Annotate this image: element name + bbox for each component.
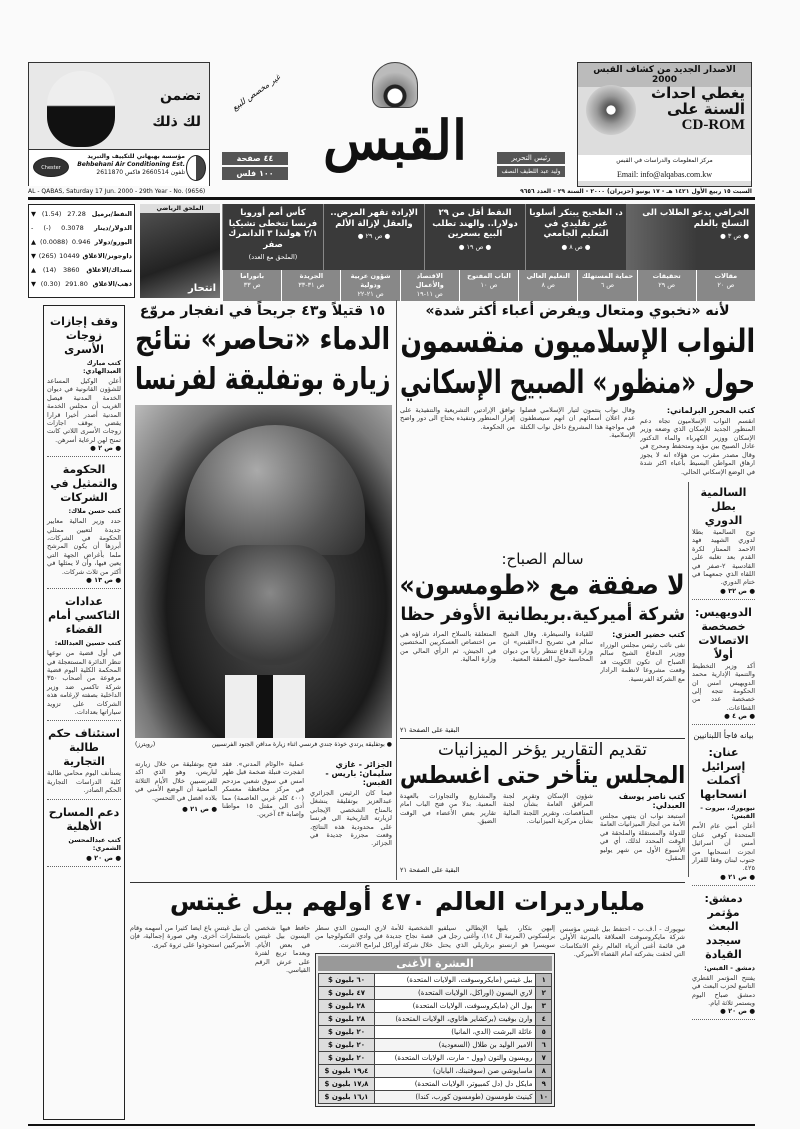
worth-cell: ٢٨ بليون $ [319,1000,375,1013]
algeria-page-ref: ● ص ٢١ ● [182,805,217,814]
table-row [319,1052,552,1065]
ticker-direction-icon: ▼ [31,252,37,260]
rank-cell: ٦ [536,1039,552,1052]
company-emblem-icon [186,155,206,181]
ticker-label: نسداك/الاغلاق [86,266,132,274]
brief-text: توج السالمية بطلا لدوري الشهيد فهد الاحمد الممتاز لكرة القدم بعد تغلبه على القادسية ٢-صفر في اللقاء الذي جمعهما في ختام الدوري. [692,528,755,587]
rank-cell: ٥ [536,1026,552,1039]
brief-page-ref: ● ص ٢ ● [90,444,121,453]
budget-headline-2: المجلس يتأخر حتى اغسطس [399,761,686,789]
index-page: ص ٣٣ [243,281,261,289]
ticker-value: 0.946 [71,238,91,246]
ticker-direction-icon: ▼ [31,210,37,218]
cd-icon [586,85,636,135]
islamists-headline-2: حول «منظور» الصبيح الإسكاني [399,363,756,401]
sports-label: الملحق الرياضي [140,204,220,213]
rank-cell: ٧ [536,1052,552,1065]
sports-teaser[interactable] [140,204,220,298]
teaser-item[interactable] [525,204,626,270]
tagline: غير مخصص للبيع [230,72,282,113]
brief-byline: دمشق - القبس: [704,963,755,972]
top10-title: العشرة الأغنى [318,956,552,971]
ticker-label: داوجونز/الاغلاق [82,252,132,260]
islamists-text-3: وقال نواب ينتمون لتيار الإسلامي فضلوا عدم اعلان أسمائهم ان انهم سيصطفون في مواجهة هذا المشروع داخل نواب الكتلة الإسلامية. [520,406,635,440]
table-row [319,1000,552,1013]
index-page: ص ٢٠ [717,281,735,289]
air-conditioner-icon [47,71,115,147]
ticker-direction-icon: ▼ [31,280,37,288]
tomson-text-3: المتعلقة بالسلاح المراد شراؤه هي من اختصاص العسكريين المختصين في الجيش، ثم الرأي المالي من وزارة المالية. [400,630,496,664]
editor-title: رئيس التحرير [497,152,565,164]
collar-shape [225,675,305,738]
index-item[interactable] [577,270,636,301]
ad-left-company-ar: مؤسسة بهبهاني للتكييف والتبريد [87,153,185,160]
ad-left-phones: تلفون 2660514 فاكس 2611870 [96,169,185,176]
billionaires-text-4: حافظ فيها شخصي اليسون بيل غيتس في بعض الأيام. وبعدما تربع لفترة على عرش الرقم القياسي. [255,924,310,975]
table-row [319,1039,552,1052]
brief-byline: كتب حسن ملاك: [68,507,121,516]
islamists-headline-1: النواب الإسلاميون منقسمون [400,322,755,360]
ticker-value: 0.3078 [61,224,84,232]
brief-text: أعلن أمين عام الأمم المتحدة كوفي عنان أمس أن اسرائيل انجزت انسحابها من جنوب لبنان وفقا للقرار ٤٢٥. [692,822,755,873]
teaser-page: ● ص ٢٩ ● [357,232,391,240]
algeria-headline-1: الدماء «تحاصر» نتائج [134,322,391,357]
ticker-label: ذهب/الاغلاق [92,280,132,288]
index-page: ص ٢٩ [658,281,676,289]
index-page: ص ٢١-٢٢ [357,290,384,298]
teaser-page: ● ص ٨ ● [561,242,591,251]
ticker-label: اليورو/دولار [94,238,132,246]
index-page: ص ٣١-٣٣ [298,281,325,289]
brief-title: استئناف حكم طالبة التجارية [48,727,120,769]
brief-item[interactable] [692,486,755,600]
ad-right-line2: السنة على [666,100,745,118]
helmet-shape [185,425,365,555]
brief-title: السالمية بطل الدوري [700,486,747,527]
ad-right-title: الاصدار الجديد من كشاف القبس 2000 [578,63,751,87]
index-label: التعليم العالي [526,272,570,280]
worth-cell: ٢٠ بليون $ [319,1026,375,1039]
worth-cell: ٤٧ بليون $ [319,987,375,1000]
ad-left-line2: لك ذلك [152,114,201,130]
rank-cell: ٩ [536,1078,552,1091]
ad-left-company-en: Behbehani Air Conditioning Est. [77,161,185,168]
story-divider [400,738,685,739]
budget-byline: كتب ناصر يوسف العبدلي: [618,792,685,810]
teaser-title: الإرادة تقهر المرض.. والعقل لإزالة الألم [330,208,418,229]
algeria-kicker: ١٥ قتيلاً و٤٣ جريحاً في انفجار مروّع [139,303,386,319]
bottom-rule [28,1124,755,1126]
price-box [222,152,288,180]
date-ar: السبت ١٥ ربيع الأول ١٤٢١ هـ - ١٧ يونيو (حزيران) ٢٠٠٠ - السنة ٢٩ - العدد ٩٦٥٦ [520,188,752,195]
brief-title: الدويهيس: خصخصة الاتصالات أولاً [695,605,752,661]
ticker-value: 291.80 [65,280,88,288]
price-pages: ٤٤ صفحة [222,152,288,165]
section-rule [130,882,685,883]
teaser-item[interactable] [626,204,755,270]
worth-cell: ٢٠ بليون $ [319,1052,375,1065]
name-cell: بيل غيتس (مايكروسوفت، الولايات المتحدة) [375,974,536,987]
index-item[interactable] [637,270,696,301]
ticker-value: 27.28 [67,210,86,218]
brief-title: دمشق: مؤتمر البعث سيجدد القيادة [704,891,743,961]
brief-page-ref: ● ص ٤ ● [724,712,755,721]
name-cell: ماسايوشي صن (سوفتبنك، اليابان) [375,1065,536,1078]
worth-cell: ١٧٫٨ بليون $ [319,1078,375,1091]
islamists-kicker: لأنه «نخبوي ومتعال ويفرض أعباء أكثر شدة» [425,303,730,319]
table-row [319,1013,552,1026]
index-label: شؤون عربية ودولية [350,272,391,289]
worth-cell: ٢٠ بليون $ [319,1039,375,1052]
teaser-item[interactable] [222,204,323,270]
budget-continued: البقية على الصفحة ٢١ [400,866,460,874]
algeria-column-2 [222,760,304,878]
ad-right [577,62,752,187]
teaser-item[interactable] [424,204,525,270]
budget-text-2: شؤون الإسكان وتقرير لجنة المرافق العامة بشأن لجنة المناقصات، وتقرير اللجنة المالية بشأن مركزية الميزانيات. [503,792,593,826]
brief-text: يفتتح المؤتمر القطري التاسع لحزب البعث في دمشق صباح اليوم ويستمر ثلاثة ايام. [692,973,755,1007]
brief-text: حدد وزير المالية معايير جديدة لتعيين ممثلي الحكومة في الشركات، أبرزها أن يكون المرشح ملما بأغراض الجهة التي يعين فيها، وأن لا يمثلها في أكثر من ثلاث شركات. [47,517,121,576]
ticker-value: 10449 [59,252,80,260]
brief-item[interactable] [47,727,121,799]
ad-right-line1: يغطي احداث [651,84,745,102]
islamists-text-1: انقسم النواب الإسلاميون تجاه دعم المنظور الجديد للإسكان الذي وضعه وزير الإسكان ووزير الكهرباء والماء الدكتور عادل الصبيح بين مؤيد ومتحفظ ومحرج في [640,417,755,451]
logo-text: القبس [323,108,467,172]
index-item[interactable] [518,270,577,301]
teaser-title: كأس أمم أوروبا فرنسا تتخطى تشيكيا ٢/١ هولندا ٣ الدانمرك صفر [228,208,318,250]
market-ticker [28,204,135,298]
rank-cell: ٤ [536,1013,552,1026]
budget-text-3: والمشاريع والتجاوزات بالعهدة المعنية. بدلا من فتح الباب امام تقارير بعض الأعضاء في الوقت الضيق. [400,792,496,826]
name-cell: عائلة البرشت (الدي، المانيا) [375,1026,536,1039]
index-item[interactable] [459,270,518,301]
algeria-byline: الجزائر - غازي سليمان: باريس - القبس: [325,760,392,787]
brief-kicker: بيانه فاجأ اللبنانيين [693,731,754,741]
teaser-bar [222,204,755,270]
ad-left [28,62,210,186]
teaser-page: ● ص ٣ ● [720,232,749,240]
ticker-label: النفط/برميل [91,210,132,218]
ad-right-email: Email: info@alqabas.com.kw [616,170,713,179]
index-label: الجريدة [299,272,324,280]
ticker-direction-icon: - [31,224,34,232]
brief-item[interactable] [692,892,755,1021]
ticker-row [29,249,134,263]
rank-cell: ٣ [536,1000,552,1013]
index-label: بانوراما [240,272,265,280]
index-item[interactable] [696,270,755,301]
brief-page-ref: ● ص ٣٢ ● [720,586,755,595]
worth-cell: ١٩٫٤ بليون $ [319,1065,375,1078]
ticker-row [29,277,134,291]
right-column [692,480,755,1026]
ad-right-center: مركز المعلومات والدراسات في القبس [616,157,713,164]
table-row [319,974,552,987]
brief-page-ref: ● ص ١٣ ● [86,576,121,585]
budget-text-1: استبعد نواب ان ينتهي مجلس الأمة من انجاز الميزانيات العامة للدولة والمستقلة والملحقة في الوقت المحدد لذلك، أي في الأسبوع الأول من شهر يوليو المقبل. [600,812,685,863]
masthead-rule [28,197,755,200]
tomson-continued: البقية على الصفحة ٢١ [400,726,460,734]
ticker-row [29,221,134,235]
index-page: ص ٨ [541,281,555,289]
worth-cell: ٢٨ بليون $ [319,1013,375,1026]
index-label: الاقتصاد والأعمال [415,272,444,289]
index-item[interactable] [222,270,281,301]
tomson-headline-2: شركة أميركية.بريطانية الأوفر حظا [400,604,685,625]
brief-byline: كتب حسين العبدالله: [54,639,121,648]
brief-item[interactable] [692,731,755,885]
rank-cell: ٢ [536,987,552,1000]
index-label: الباب المفتوح [467,272,511,280]
index-label: حماية المستهلك [581,272,634,280]
teaser-title: الخرافي يدعو الطلاب الى التسلح بالعلم [642,208,749,229]
brief-item[interactable] [47,315,121,457]
brief-byline: كتب مبارك العبدالهادي: [82,359,121,375]
billionaires-text-1: نيويورك - أ.ف.ب - احتفظ بيل غيتس مؤسس شركة مايكروسوفت العملاقة بالمرتبة الأولى في قائمة أغنى أثرياء العالم رغم الانتكاسات التي لحقت بشركته امام القضاء الأميركي. [560,925,685,959]
tomson-kicker: سالم الصباح: [501,550,584,568]
ticker-row [29,207,134,221]
budget-column-1 [600,792,685,878]
budget-headline-1: تقديم التقارير يؤخر الميزانيات [437,740,648,760]
worth-cell: ٦٠ بليون $ [319,974,375,987]
teaser-title: النفط أقل من ٢٩ دولارا.. والهند تطلب البيع بسعرين [432,208,518,239]
brand-logo: Chester [33,157,69,177]
billionaires-text-5: أن بيل غيتس باع ايضا كثيرا من أسهمه وقام باستثمارات أخرى. وفي صورة إجمالية، فإن الأميركيين استحوذوا على ثروة كبرى. [130,924,250,949]
index-label: تحقيقات [652,272,681,280]
sports-caption: انتحار [188,283,216,294]
editor-name: وليد عبد اللطيف النصف [497,166,565,177]
billionaires-headline: مليارديرات العالم ٤٧٠ أولهم بيل غيتس [169,887,646,916]
islamists-column-1 [640,406,755,478]
ticker-change: (-) [43,224,51,232]
table-row [319,1078,552,1091]
index-label: مقالات [714,272,738,280]
table-row [319,1026,552,1039]
rank-cell: ١ [536,974,552,987]
brief-item[interactable] [692,606,755,725]
logo [300,62,490,187]
billionaires-text-3: الشخصية للأمة لاري اليسون الذي سطر قصة نجاح جديدة في وادي التكنولوجيا من خلال شركة أوراكل لبرامج الانترنت. [315,924,433,949]
brief-title: الحكومة والتمثيل في الشركات [50,463,118,505]
name-cell: مايكل دل (دل كمبيوتر، الولايات المتحدة) [375,1078,536,1091]
index-item[interactable] [340,270,399,301]
brief-page-ref: ● ص ٢٠ ● [720,1007,755,1016]
column-divider [396,300,397,880]
ticker-row [29,263,134,277]
algeria-column-3 [135,760,217,878]
photo-credit: (رويترز) [135,741,156,748]
islamists-text-4: توافق الإرادتين التشريعية والتنفيذية على إقرار المنظور وتنفيذه يحتاج الى دور واضح من الحكومة. [400,406,515,431]
islamists-byline: كتب المحرر البرلماني: [666,406,755,415]
logo-emblem-icon [372,62,418,108]
brief-text: أعلن الوكيل المساعد للشؤون القانونية في ديوان الخدمة المدنية فيصل الغريب أن مجلس الخدمة المدنية أصدر أخيرا قرارا يقضي بوقف اجازات زوجات الأسرى اللاتي كانت تمنح لهن لرعاية أسرهن. [47,377,121,444]
teaser-item[interactable] [323,204,424,270]
algeria-text-3: فتح بوتفليقة من خلال زيارته لباريس، وهو الذي اكد للفرنسيين خلال الأيام الثلاثة الماضية أن الوضع الأمني في بلاده افضل في التحسن. [135,760,217,802]
brief-text: أكد وزير التخطيط والتنمية الإدارية محمد الدويهيس امس ان الحكومة تتجه إلى خصخصة عدد من القطاعات. [692,661,755,712]
brief-byline: نيويورك، بيروت - القبس: [700,804,755,821]
index-item[interactable] [400,270,459,301]
date-en: AL - QABAS, Saturday 17 Jun. 2000 - 29th Year - No. (9656) [28,188,206,195]
index-page: ص ١١-١٩ [416,290,443,298]
algeria-headline-2: زيارة بوتفليقة لفرنسا [134,362,391,397]
ticker-row [29,235,134,249]
ticker-change: (0.0088) [40,238,68,246]
tomson-column-1 [600,630,685,734]
ticker-label: الدولار/دينار [93,224,132,232]
tomson-headline-1: لا صفقة مع «طومسون» [399,570,686,601]
name-cell: وارن بوفيت (بركشاير هاثاوي، الولايات المتحدة) [375,1013,536,1026]
name-cell: الامير الوليد بن طلال (السعودية) [375,1039,536,1052]
rank-cell: ١٠ [536,1091,552,1104]
index-page: ص ٦ [600,281,615,289]
brief-title: عدادات التاكسي أمام القضاء [48,595,120,637]
index-page: ص ١٠ [480,281,498,289]
editor-box [497,152,565,177]
brief-text: يستأنف اليوم محامي طالبة كلية الدراسات التجارية الحكم الصادر. [47,769,121,795]
left-column [43,305,125,1120]
algeria-text-2: عملية «الوئام المدني». فقد انفجرت قنبلة ضخمة قبل ظهر امس في سوق شعبي مزدحم في مركز محافظة معسكر (٤٠٠ كلم غربي العاصمة) مما أدى الى مقتل ١٥ مواطنا وإصابة ٤٣ آخرين. [222,760,304,819]
brief-item[interactable] [47,595,121,721]
bouteflika-photo [135,405,392,738]
billionaires-text-2: إليهن بثكار، يليها الإيطالي سيلفيو برلسكوني (المرتبة ال ١٤)، وأغنى رجل في سويسرا هو ارنستو برتاريلي الذي يحتل [438,924,555,949]
price-fils: ١٠٠ فلس [222,167,288,180]
face-shape [205,545,335,665]
brief-title: وقف إجازات زوجات الأسرى [50,315,118,356]
teaser-title: د. الطحيح يبتكر أسلوبا غير تقليدي في التعليم الجامعي [529,208,623,239]
brief-title: عنان: إسرائيل أكملت انسحابها [700,746,747,802]
ad-left-line1: تضمن [159,88,201,104]
ad-right-line3: CD-ROM [681,117,745,133]
ticker-change: (0.30) [40,280,61,288]
teaser-page: ● ص ١٩ ● [458,242,492,251]
tomson-text-1: نفى نائب رئيس مجلس الوزراء ووزير الدفاع الشيخ سالم الصباح ان تكون الكويت قد وقعت مشروعا لانظمة الرادار مع الشركة الفرنسية. [600,641,685,683]
brief-item[interactable] [47,806,121,867]
brief-byline: كتب عبدالمحسن الشمري: [68,835,121,852]
ticker-direction-icon: ▲ [31,266,37,274]
name-cell: بول الن (مايكروسوفت، الولايات المتحدة) [375,1000,536,1013]
brief-page-ref: ● ص ٢١ ● [720,872,755,881]
algeria-column-1 [310,760,392,878]
column-divider [688,482,689,877]
tomson-text-2: للقيادة والسيطرة. وقال الشيخ سالم في تصريح لـ«القبس» ان وزارة الدفاع تنتظر رأيا من ديوان المحاسبة حول الصفقة المعنية. [503,630,593,664]
table-row [319,1065,552,1078]
worth-cell: ١٦٫١ بليون $ [319,1091,375,1104]
ticker-change: (14) [42,266,57,274]
brief-title: دعم المسارح الأهلية [48,805,120,833]
brief-text: في أول قضية من نوعها تنظر الدائرة المستعجلة في المحكمة الكلية اليوم قضية مرفوعة من أصحاب ٣٥٠ شركة تاكسي ضد وزير الداخلية بصفته لإرغامه هذه الشركات على تزويد سياراتها بعدادات. [47,649,121,716]
top10-table [315,953,555,1107]
table-row [319,987,552,1000]
teaser-page: (الملحق مع العدد) [248,253,298,261]
ticker-change: (1.54) [41,210,62,218]
brief-page-ref: ● ص ٢٠ ● [86,853,121,862]
name-cell: روبسون والتون (وول - مارت، الولايات المتحدة) [375,1052,536,1065]
index-item[interactable] [281,270,340,301]
ticker-change: (265) [38,252,57,260]
islamists-text-2: وقال مصدر مقرب من هؤلاء انه لا يجوز ارهاق المواطن البسيط بأعباء اكثر شدة في الوضع الإسكاني الحالي. [640,451,755,476]
name-cell: كينيث طومسون (طومسون كورب، كندا) [375,1091,536,1104]
table-row [319,1091,552,1104]
ticker-direction-icon: ▲ [31,238,37,246]
photo-caption: ● بوتفليقة يرتدي خوذة جندي فرنسي اثناء زيارة مدافن الجنود الفرنسيين [211,741,392,748]
tomson-byline: كتب خضير العنزي: [612,630,685,639]
section-index [222,270,755,301]
algeria-text-1: فيما كان الرئيس الجزائري عبدالعزيز بوتفليقة ينشغل بالمناخ الشخصي الإيجابي لزيارته التاريخية الى فرنسا على محدودية هذه النتائج، وقعت مجزرة جديدة في الجزائر. [310,789,392,848]
rank-cell: ٨ [536,1065,552,1078]
brief-item[interactable] [47,463,121,589]
ticker-value: 3860 [63,266,80,274]
name-cell: لاري اليسون (اوراكل، الولايات المتحدة) [375,987,536,1000]
